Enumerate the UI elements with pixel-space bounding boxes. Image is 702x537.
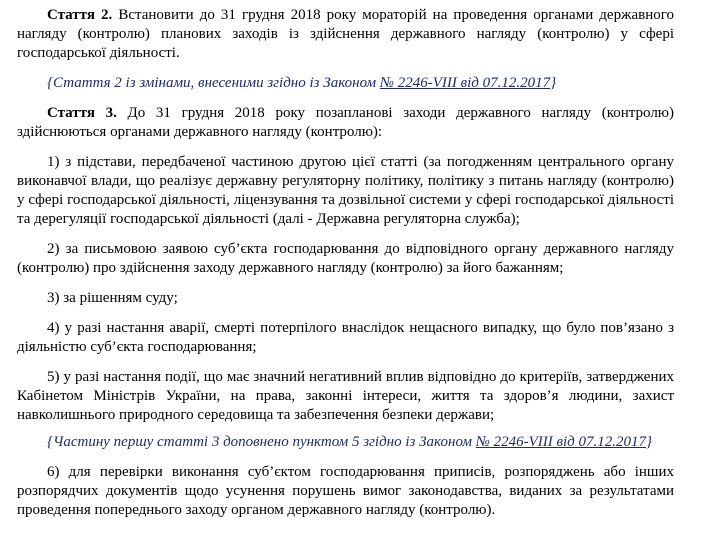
note-1-prefix: {Стаття 2 із змінами, внесеними згідно із Законом xyxy=(47,75,380,91)
list-item: 1) з підстави, передбаченої частиною другою цієї статті (за погодженням центрального органу виконавчої влади, що реалізує державну регуляторну політику, політику з питань нагляду (контролю) у сфері господарської діяльності, ліцензування та дозвільної системи у сфері господарської діяльності та дерегуляції господарської діяльності (далі - Державна регуляторна служба); xyxy=(17,154,674,227)
note-1-suffix: } xyxy=(550,75,557,91)
amendment-note-article-3 xyxy=(17,433,674,452)
amendment-note-article-2 xyxy=(17,74,674,93)
article-3-text: До 31 грудня 2018 року позапланові заходи державного нагляду (контролю) здійснюються органами державного нагляду (контролю): xyxy=(17,105,675,140)
article-3-heading: Стаття 3. xyxy=(47,105,117,121)
note-2-prefix: {Частину першу статті 3 доповнено пунктом 5 згідно із Законом xyxy=(47,434,476,450)
article-2-heading: Стаття 2. xyxy=(47,7,113,23)
list-item: 6) для перевірки виконання суб’єктом господарювання приписів, розпоряджень або інших розпорядчих документів щодо усунення порушень вимог законодавства, виданих за результатами проведення попереднього заходу органом державного нагляду (контролю). xyxy=(17,464,674,518)
list-item: 4) у разі настання аварії, смерті потерпілого внаслідок нещасного випадку, що було пов’язано з діяльністю суб’єкта господарювання; xyxy=(17,320,674,355)
law-link-2246-viii[interactable]: № 2246-VIII від 07.12.2017 xyxy=(475,434,647,450)
article-2-paragraph xyxy=(17,6,674,63)
list-item: 3) за рішенням суду; xyxy=(47,290,178,306)
list-item: 2) за письмовою заявою суб’єкта господарювання до відповідного органу державного нагляду (контролю) про здійснення заходу державного нагляду (контролю) за його бажанням; xyxy=(17,241,674,276)
note-2-suffix: } xyxy=(646,434,653,450)
article-2-text: Встановити до 31 грудня 2018 року мораторій на проведення органами державного нагляду (контролю) планових заходів із здійснення державного нагляду (контролю) у сфері господарської діяльності. xyxy=(17,7,675,61)
list-item: 5) у разі настання події, що має значний негативний вплив відповідно до критеріїв, затверджених Кабінетом Міністрів України, на права, законні інтереси, життя та здоров’я людини, захист навколишнього природного середовища та забезпечення безпеки держави; xyxy=(17,369,674,423)
article-3-paragraph xyxy=(17,104,674,142)
law-link-2246-viii[interactable]: № 2246-VIII від 07.12.2017 xyxy=(379,75,551,91)
